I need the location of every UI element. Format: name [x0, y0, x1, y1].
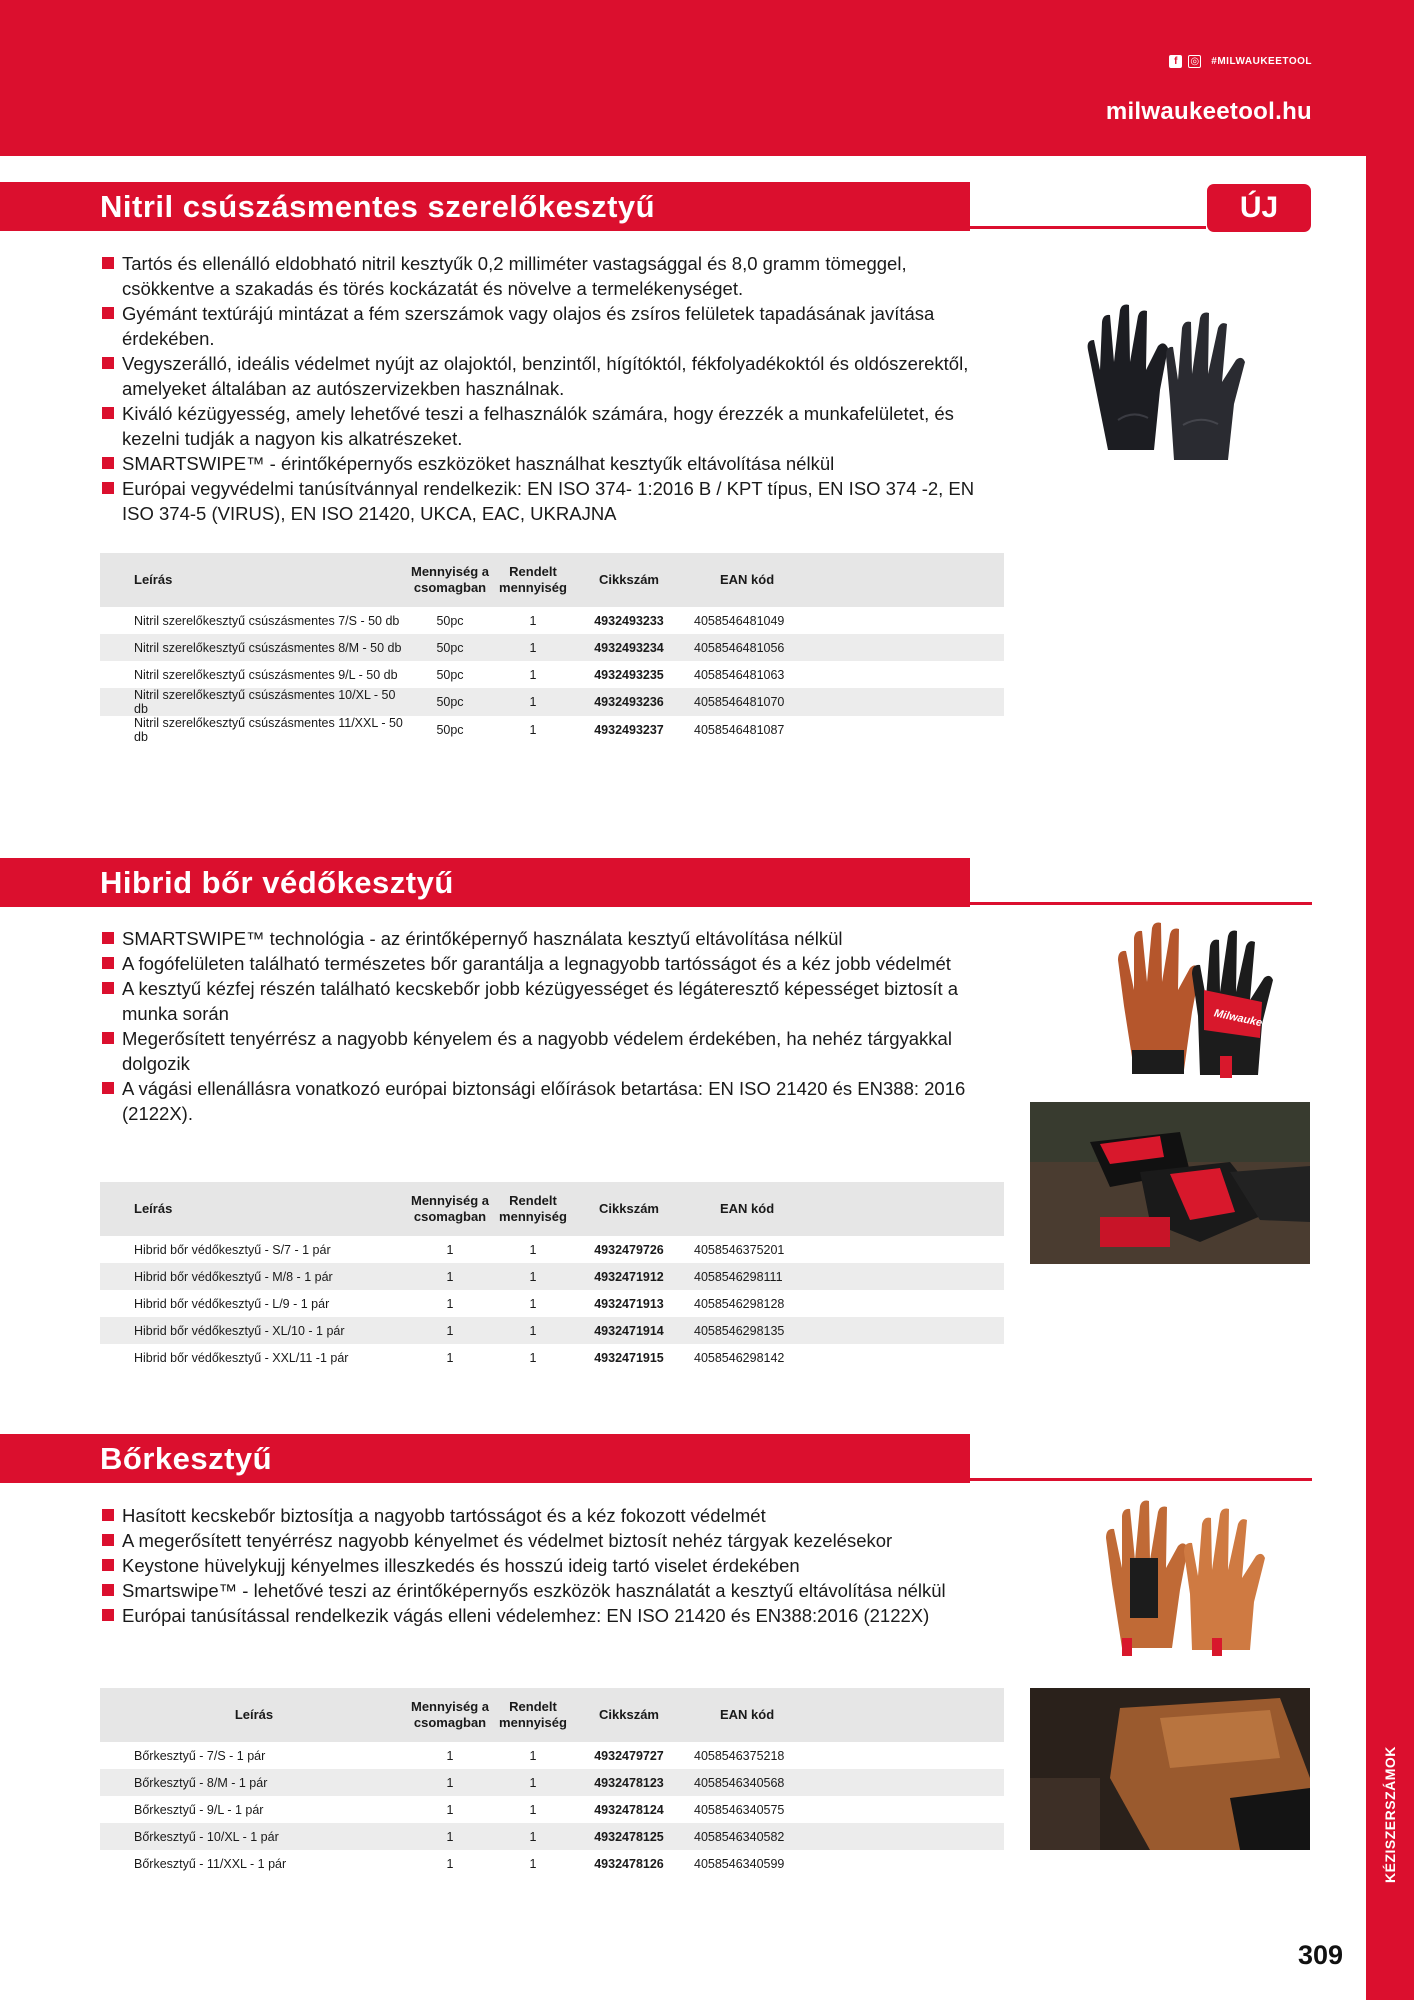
section-rule — [970, 902, 1312, 905]
cell-description: Bőrkesztyű - 10/XL - 1 pár — [100, 1823, 408, 1850]
col-header: Cikkszám — [574, 553, 684, 607]
nitrile-gloves-image — [1078, 300, 1258, 475]
section-rule — [970, 226, 1206, 229]
feature-item: SMARTSWIPE™ - érintőképernyős eszközöket használhat kesztyűk eltávolítása nélkül — [100, 451, 980, 476]
cell-description: Hibrid bőr védőkesztyű - XL/10 - 1 pár — [100, 1317, 408, 1344]
cell-order-qty: 1 — [492, 634, 574, 661]
feature-item: Vegyszerálló, ideális védelmet nyújt az olajoktól, benzintől, hígítóktól, fékfolyadékoktól és oldószerektől, amelyeket általában az autószervizekben használnak. — [100, 351, 980, 401]
cell-pack-qty: 1 — [446, 1856, 454, 1871]
table-row — [100, 634, 1004, 661]
cell-ean: 4058546298111 — [684, 1263, 1004, 1290]
section-title: Nitril csúszásmentes szerelőkesztyű — [100, 189, 656, 224]
col-header: Rendelt mennyiség — [492, 553, 574, 607]
site-url[interactable]: milwaukeetool.hu — [1105, 98, 1312, 125]
cell-ean: 4058546481070 — [684, 688, 1004, 716]
col-header: EAN kód — [684, 1182, 1004, 1236]
feature-list — [100, 1503, 980, 1628]
cell-description: Nitril szerelőkesztyű csúszásmentes 10/XL - 50 db — [100, 688, 408, 716]
cell-description: Bőrkesztyű - 11/XXL - 1 pár — [134, 1856, 287, 1871]
cell-ean: 4058546481049 — [694, 613, 785, 628]
feature-item: Keystone hüvelykujj kényelmes illeszkedés és hosszú ideig tartó viselet érdekében — [100, 1553, 980, 1578]
feature-item: A megerősített tenyérrész nagyobb kényelmet és védelmet biztosít nehéz tárgyak kezelésekor — [100, 1528, 980, 1553]
cell-ean: 4058546375201 — [694, 1242, 785, 1257]
cell-pack-qty: 50pc — [408, 688, 492, 716]
cell-ean: 4058546375218 — [694, 1748, 785, 1763]
cell-ean: 4058546340568 — [684, 1769, 1004, 1796]
feature-item: Európai tanúsítással rendelkezik vágás elleni védelemhez: EN ISO 21420 és EN388:2016 (2122X) — [100, 1603, 980, 1628]
table-row — [100, 716, 1004, 744]
cell-description: Nitril szerelőkesztyű csúszásmentes 9/L - 50 db — [134, 667, 398, 682]
col-header: Leírás — [100, 1688, 408, 1742]
feature-item: Kiváló kézügyesség, amely lehetővé teszi a felhasználók számára, hogy érezzék a munkafelületet, és kezelni tudják a nagyon kis alkatrészeket. — [100, 401, 980, 451]
cell-pack-qty: 1 — [446, 1748, 454, 1763]
leather-gloves-image — [1100, 1498, 1275, 1658]
section-title: Hibrid bőr védőkesztyű — [100, 865, 454, 900]
leather-glove-action-photo — [1030, 1688, 1310, 1850]
cell-description: Nitril szerelőkesztyű csúszásmentes 7/S - 50 db — [134, 613, 400, 628]
table-row — [100, 1850, 1004, 1877]
table-row — [100, 1769, 1004, 1796]
table-row — [100, 1796, 1004, 1823]
table-row — [100, 1317, 1004, 1344]
table-row — [100, 1823, 1004, 1850]
cell-article-no: 4932493236 — [574, 688, 684, 716]
table-row — [100, 1236, 1004, 1263]
feature-item: A fogófelületen található természetes bőr garantálja a legnagyobb tartósságot és a kéz jobb védelmét — [100, 951, 980, 976]
cell-article-no: 4932493237 — [594, 723, 664, 737]
page-number: 309 — [1298, 1940, 1344, 1970]
cell-order-qty: 1 — [492, 1263, 574, 1290]
cell-article-no: 4932471914 — [574, 1317, 684, 1344]
table-row — [100, 661, 1004, 688]
cell-order-qty: 1 — [529, 723, 537, 737]
cell-description: Hibrid bőr védőkesztyű - L/9 - 1 pár — [134, 1296, 330, 1311]
cell-article-no: 4932478125 — [574, 1823, 684, 1850]
cell-ean: 4058546481063 — [694, 667, 785, 682]
feature-list — [100, 926, 980, 1126]
feature-list — [100, 251, 980, 526]
cell-description: Bőrkesztyű - 9/L - 1 pár — [134, 1802, 264, 1817]
cell-ean: 4058546298142 — [694, 1350, 785, 1365]
col-header: Leírás — [100, 1182, 408, 1236]
cell-article-no: 4932479726 — [594, 1242, 664, 1257]
cell-pack-qty: 1 — [408, 1769, 492, 1796]
social-links — [1169, 55, 1312, 68]
product-table — [100, 553, 1004, 744]
cell-pack-qty: 1 — [446, 1242, 454, 1257]
cell-description: Bőrkesztyű - 8/M - 1 pár — [100, 1769, 408, 1796]
cell-description: Hibrid bőr védőkesztyű - M/8 - 1 pár — [100, 1263, 408, 1290]
cell-pack-qty: 1 — [408, 1263, 492, 1290]
cell-article-no: 4932479727 — [594, 1748, 664, 1763]
cell-ean: 4058546340599 — [694, 1856, 785, 1871]
cell-pack-qty: 1 — [446, 1350, 454, 1365]
feature-item: SMARTSWIPE™ technológia - az érintőképernyő használata kesztyű eltávolítása nélkül — [100, 926, 980, 951]
category-side-label: KÉZISZERSZÁMOK — [1382, 1746, 1398, 1884]
cell-pack-qty: 50pc — [436, 613, 464, 628]
feature-item: Európai vegyvédelmi tanúsítvánnyal rendelkezik: EN ISO 374- 1:2016 B / KPT típus, EN ISO 374 -2, EN ISO 374-5 (VIRUS), EN ISO 21420, UKCA, EAC, UKRAJNA — [100, 476, 980, 526]
table-row — [100, 607, 1004, 634]
instagram-icon[interactable]: ◎ — [1188, 55, 1201, 68]
col-header: Leírás — [100, 553, 408, 607]
facebook-icon[interactable]: f — [1169, 55, 1182, 68]
feature-item: A vágási ellenállásra vonatkozó európai biztonsági előírások betartása: EN ISO 21420 és EN388: 2016 (2122X). — [100, 1076, 980, 1126]
cell-pack-qty: 50pc — [408, 634, 492, 661]
hybrid-glove-action-photo — [1030, 1102, 1310, 1264]
col-header: Mennyiség a csomagban — [408, 1182, 492, 1236]
cell-description: Nitril szerelőkesztyű csúszásmentes 8/M - 50 db — [100, 634, 408, 661]
cell-pack-qty: 1 — [446, 1802, 454, 1817]
cell-order-qty: 1 — [529, 1802, 537, 1817]
cell-ean: 4058546481056 — [684, 634, 1004, 661]
feature-item: Smartswipe™ - lehetővé teszi az érintőképernyős eszközök használatát a kesztyű eltávolítása nélkül — [100, 1578, 980, 1603]
new-badge: ÚJ — [1207, 184, 1311, 232]
image-brand-text: Milwaukee — [1212, 1007, 1270, 1031]
photo-scene — [1030, 1688, 1310, 1850]
photo-scene — [1030, 1102, 1310, 1264]
col-header: Mennyiség a csomagban — [408, 553, 492, 607]
table-row — [100, 1742, 1004, 1769]
cell-order-qty: 1 — [529, 667, 537, 682]
table-row — [100, 1263, 1004, 1290]
cell-ean: 4058546298128 — [694, 1296, 785, 1311]
cell-article-no: 4932493233 — [594, 613, 664, 628]
cell-order-qty: 1 — [529, 1296, 537, 1311]
col-header: EAN kód — [684, 553, 1004, 607]
product-table — [100, 1182, 1004, 1371]
cell-article-no: 4932478124 — [594, 1802, 664, 1817]
section-rule — [970, 1478, 1312, 1481]
table-row — [100, 1344, 1004, 1371]
cell-article-no: 4932493234 — [574, 634, 684, 661]
table-row — [100, 1290, 1004, 1317]
cell-ean: 4058546340582 — [684, 1823, 1004, 1850]
section-title: Bőrkesztyű — [100, 1441, 273, 1476]
cell-description: Bőrkesztyű - 7/S - 1 pár — [134, 1748, 266, 1763]
table-row — [100, 688, 1004, 716]
cell-description: Nitril szerelőkesztyű csúszásmentes 11/XXL - 50 db — [134, 716, 403, 744]
cell-pack-qty: 1 — [408, 1823, 492, 1850]
cell-article-no: 4932471912 — [574, 1263, 684, 1290]
cell-order-qty: 1 — [492, 1769, 574, 1796]
cell-article-no: 4932471913 — [594, 1296, 664, 1311]
hybrid-gloves-image — [1112, 920, 1282, 1085]
cell-pack-qty: 50pc — [436, 667, 464, 682]
cell-pack-qty: 1 — [408, 1317, 492, 1344]
col-header: Rendelt mennyiség — [492, 1688, 574, 1742]
cell-description: Hibrid bőr védőkesztyű - S/7 - 1 pár — [134, 1242, 331, 1257]
cell-ean: 4058546340575 — [694, 1802, 785, 1817]
cell-order-qty: 1 — [492, 1823, 574, 1850]
cell-pack-qty: 50pc — [436, 723, 464, 737]
cell-article-no: 4932493235 — [594, 667, 664, 682]
col-header: EAN kód — [684, 1688, 1004, 1742]
feature-item: Hasított kecskebőr biztosítja a nagyobb tartósságot és a kéz fokozott védelmét — [100, 1503, 980, 1528]
cell-order-qty: 1 — [529, 613, 537, 628]
cell-order-qty: 1 — [492, 1317, 574, 1344]
cell-order-qty: 1 — [529, 1748, 537, 1763]
col-header: Cikkszám — [574, 1182, 684, 1236]
cell-pack-qty: 1 — [446, 1296, 454, 1311]
feature-item: A kesztyű kézfej részén található kecskebőr jobb kézügyességet és légáteresztő képességet biztosít a munka során — [100, 976, 980, 1026]
cell-ean: 4058546298135 — [684, 1317, 1004, 1344]
col-header: Mennyiség a csomagban — [408, 1688, 492, 1742]
side-band — [1366, 0, 1414, 2000]
feature-item: Gyémánt textúrájú mintázat a fém szerszámok vagy olajos és zsíros felületek tapadásának javítása érdekében. — [100, 301, 980, 351]
cell-ean: 4058546481087 — [694, 723, 785, 737]
header-band — [0, 0, 1414, 156]
feature-item: Tartós és ellenálló eldobható nitril kesztyűk 0,2 milliméter vastagsággal és 8,0 gramm tömeggel, csökkentve a szakadás és törés kockázatát és növelve a termelékenységet. — [100, 251, 980, 301]
cell-article-no: 4932471915 — [594, 1350, 664, 1365]
cell-description: Hibrid bőr védőkesztyű - XXL/11 -1 pár — [134, 1350, 349, 1365]
cell-order-qty: 1 — [529, 1242, 537, 1257]
cell-article-no: 4932478126 — [594, 1856, 664, 1871]
cell-order-qty: 1 — [492, 688, 574, 716]
product-table — [100, 1688, 1004, 1877]
cell-order-qty: 1 — [529, 1350, 537, 1365]
hashtag: #MILWAUKEETOOL — [1211, 56, 1312, 67]
col-header: Rendelt mennyiség — [492, 1182, 574, 1236]
feature-item: Megerősített tenyérrész a nagyobb kényelem és a nagyobb védelem érdekében, ha nehéz tárgyakkal dolgozik — [100, 1026, 980, 1076]
col-header: Cikkszám — [574, 1688, 684, 1742]
cell-article-no: 4932478123 — [574, 1769, 684, 1796]
cell-order-qty: 1 — [529, 1856, 537, 1871]
